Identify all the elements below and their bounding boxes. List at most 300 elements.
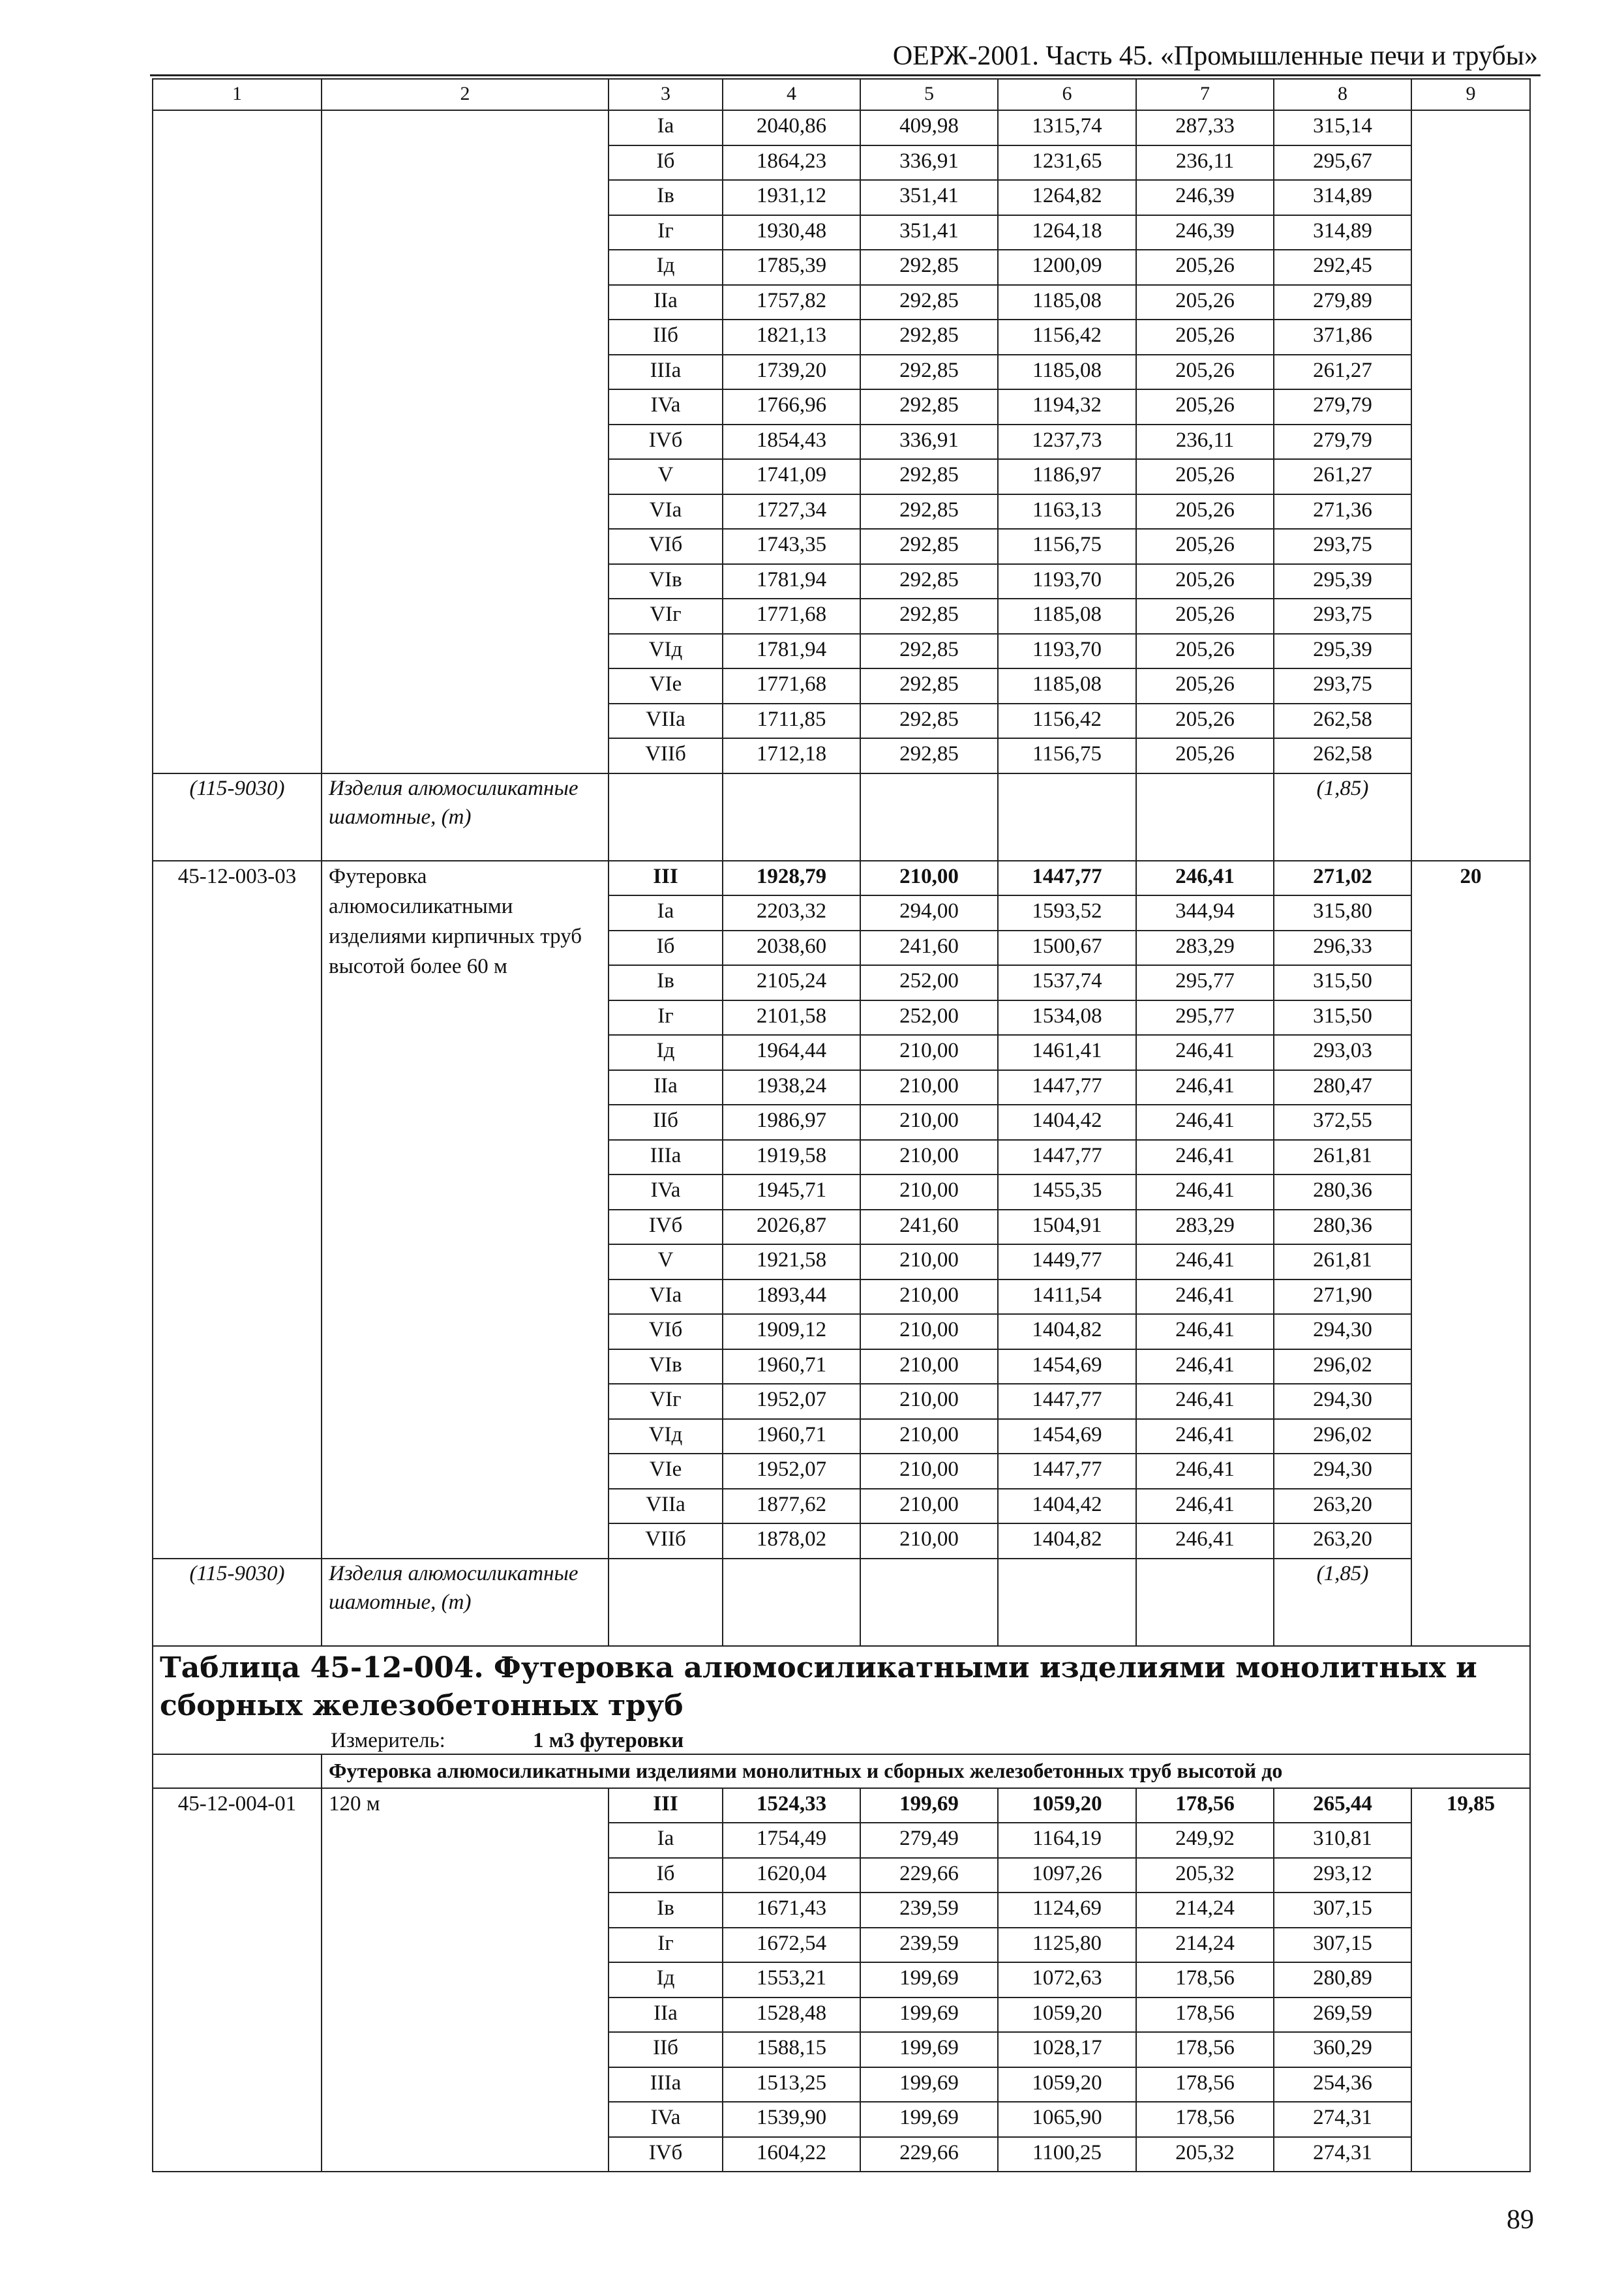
direct-cost: 1960,71 bbox=[723, 1349, 860, 1384]
column-number: 2 bbox=[322, 79, 609, 110]
machine-cost: 1097,26 bbox=[998, 1858, 1136, 1893]
labor-wage: 292,85 bbox=[860, 459, 998, 494]
direct-cost: 1964,44 bbox=[723, 1035, 860, 1070]
labor-wage: 210,00 bbox=[860, 1454, 998, 1489]
direct-cost: 1854,43 bbox=[723, 425, 860, 460]
labor-wage: 292,85 bbox=[860, 738, 998, 773]
machinist-wage: 205,26 bbox=[1136, 634, 1274, 669]
direct-cost: 1952,07 bbox=[723, 1384, 860, 1419]
materials-cost: 372,55 bbox=[1274, 1105, 1411, 1140]
empty-cell bbox=[998, 1559, 1136, 1646]
resource-row bbox=[153, 773, 1530, 861]
price-zone: VIe bbox=[609, 1454, 723, 1489]
empty-cell bbox=[609, 773, 723, 861]
materials-cost: 293,75 bbox=[1274, 529, 1411, 564]
machine-cost: 1156,75 bbox=[998, 738, 1136, 773]
column-number: 7 bbox=[1136, 79, 1274, 110]
price-zone: IIa bbox=[609, 1070, 723, 1105]
materials-cost: 280,47 bbox=[1274, 1070, 1411, 1105]
price-zone: IIб bbox=[609, 2032, 723, 2067]
machinist-wage: 205,26 bbox=[1136, 564, 1274, 599]
page-number: 89 bbox=[1507, 2205, 1534, 2235]
machine-cost: 1164,19 bbox=[998, 1823, 1136, 1858]
machinist-wage: 246,41 bbox=[1136, 1454, 1274, 1489]
price-zone: III bbox=[609, 861, 723, 896]
machine-cost: 1028,17 bbox=[998, 2032, 1136, 2067]
rates-table bbox=[152, 78, 1531, 2172]
subheading: Футеровка алюмосиликатными изделиями монолитных и сборных железобетонных труб высотой до bbox=[322, 1754, 1530, 1788]
machinist-wage: 178,56 bbox=[1136, 1997, 1274, 2033]
machine-cost: 1059,20 bbox=[998, 1997, 1136, 2033]
price-zone: VIд bbox=[609, 634, 723, 669]
materials-cost: 315,14 bbox=[1274, 110, 1411, 145]
price-zone: Iв bbox=[609, 1893, 723, 1928]
direct-cost: 1712,18 bbox=[723, 738, 860, 773]
labor-wage: 241,60 bbox=[860, 931, 998, 966]
price-zone: VIг bbox=[609, 599, 723, 634]
machine-cost: 1315,74 bbox=[998, 110, 1136, 145]
resource-qty: (1,85) bbox=[1274, 1559, 1411, 1646]
resource-code: (115-9030) bbox=[153, 1559, 322, 1646]
direct-cost: 1741,09 bbox=[723, 459, 860, 494]
labor-wage: 252,00 bbox=[860, 965, 998, 1000]
materials-cost: 293,75 bbox=[1274, 668, 1411, 704]
labor-wage: 199,69 bbox=[860, 1788, 998, 1823]
machinist-wage: 295,77 bbox=[1136, 965, 1274, 1000]
direct-cost: 1539,90 bbox=[723, 2102, 860, 2137]
section-header-row bbox=[153, 1646, 1530, 1754]
labor-wage: 409,98 bbox=[860, 110, 998, 145]
materials-cost: 296,33 bbox=[1274, 931, 1411, 966]
machinist-wage: 236,11 bbox=[1136, 145, 1274, 181]
labor-wage: 241,60 bbox=[860, 1210, 998, 1245]
labor-wage: 292,85 bbox=[860, 389, 998, 425]
direct-cost: 1878,02 bbox=[723, 1523, 860, 1559]
labor-wage: 292,85 bbox=[860, 320, 998, 355]
price-zone: Iб bbox=[609, 1858, 723, 1893]
direct-cost: 1938,24 bbox=[723, 1070, 860, 1105]
machinist-wage: 205,26 bbox=[1136, 668, 1274, 704]
machine-cost: 1447,77 bbox=[998, 1384, 1136, 1419]
labor-wage: 292,85 bbox=[860, 599, 998, 634]
labor-wage: 210,00 bbox=[860, 1035, 998, 1070]
labor-wage: 210,00 bbox=[860, 1140, 998, 1175]
direct-cost: 1757,82 bbox=[723, 285, 860, 320]
empty-cell bbox=[860, 773, 998, 861]
direct-cost: 1739,20 bbox=[723, 355, 860, 390]
machinist-wage: 246,41 bbox=[1136, 861, 1274, 896]
materials-cost: 315,50 bbox=[1274, 965, 1411, 1000]
labor-wage: 210,00 bbox=[860, 1244, 998, 1279]
rate-code: 45-12-003-03 bbox=[153, 861, 322, 1559]
machine-cost: 1447,77 bbox=[998, 1454, 1136, 1489]
machine-cost: 1065,90 bbox=[998, 2102, 1136, 2137]
materials-cost: 293,03 bbox=[1274, 1035, 1411, 1070]
price-zone: VIa bbox=[609, 1279, 723, 1315]
price-zone: IVб bbox=[609, 2137, 723, 2172]
materials-cost: 295,67 bbox=[1274, 145, 1411, 181]
labor-wage: 336,91 bbox=[860, 145, 998, 181]
machinist-wage: 205,26 bbox=[1136, 285, 1274, 320]
direct-cost: 2026,87 bbox=[723, 1210, 860, 1245]
direct-cost: 1620,04 bbox=[723, 1858, 860, 1893]
machinist-wage: 205,26 bbox=[1136, 494, 1274, 530]
direct-cost: 2203,32 bbox=[723, 895, 860, 931]
machinist-wage: 205,26 bbox=[1136, 459, 1274, 494]
materials-cost: 261,27 bbox=[1274, 355, 1411, 390]
materials-cost: 307,15 bbox=[1274, 1928, 1411, 1963]
section-cell bbox=[153, 1646, 1530, 1754]
labor-wage: 210,00 bbox=[860, 1279, 998, 1315]
header-rule bbox=[150, 74, 1541, 76]
labor-wage: 199,69 bbox=[860, 2032, 998, 2067]
materials-cost: 293,12 bbox=[1274, 1858, 1411, 1893]
direct-cost: 1553,21 bbox=[723, 1962, 860, 1997]
machinist-wage: 205,26 bbox=[1136, 529, 1274, 564]
machinist-wage: 205,26 bbox=[1136, 704, 1274, 739]
column-number: 1 bbox=[153, 79, 322, 110]
price-zone: IIб bbox=[609, 1105, 723, 1140]
materials-cost: 279,79 bbox=[1274, 425, 1411, 460]
materials-cost: 279,89 bbox=[1274, 285, 1411, 320]
direct-cost: 1928,79 bbox=[723, 861, 860, 896]
machine-cost: 1264,18 bbox=[998, 215, 1136, 250]
column-number: 8 bbox=[1274, 79, 1411, 110]
machinist-wage: 205,26 bbox=[1136, 355, 1274, 390]
labor-wage: 210,00 bbox=[860, 1070, 998, 1105]
materials-cost: 274,31 bbox=[1274, 2102, 1411, 2137]
labor-wage: 210,00 bbox=[860, 1174, 998, 1210]
rate-name bbox=[322, 110, 609, 773]
machinist-wage: 178,56 bbox=[1136, 1962, 1274, 1997]
price-zone: Iд bbox=[609, 1035, 723, 1070]
machine-cost: 1449,77 bbox=[998, 1244, 1136, 1279]
materials-cost: 261,81 bbox=[1274, 1244, 1411, 1279]
machinist-wage: 178,56 bbox=[1136, 2102, 1274, 2137]
direct-cost: 1771,68 bbox=[723, 599, 860, 634]
machine-cost: 1264,82 bbox=[998, 180, 1136, 215]
materials-cost: 280,36 bbox=[1274, 1174, 1411, 1210]
labor-wage: 239,59 bbox=[860, 1893, 998, 1928]
materials-cost: 294,30 bbox=[1274, 1454, 1411, 1489]
price-zone: Ia bbox=[609, 110, 723, 145]
machinist-wage: 246,41 bbox=[1136, 1419, 1274, 1454]
price-zone: IIa bbox=[609, 1997, 723, 2033]
machinist-wage: 205,26 bbox=[1136, 738, 1274, 773]
empty-cell bbox=[1136, 1559, 1274, 1646]
column-number: 6 bbox=[998, 79, 1136, 110]
direct-cost: 1754,49 bbox=[723, 1823, 860, 1858]
direct-cost: 1821,13 bbox=[723, 320, 860, 355]
machinist-wage: 205,26 bbox=[1136, 250, 1274, 285]
machine-cost: 1404,82 bbox=[998, 1314, 1136, 1349]
materials-cost: 269,59 bbox=[1274, 1997, 1411, 2033]
price-zone: Iг bbox=[609, 215, 723, 250]
direct-cost: 1921,58 bbox=[723, 1244, 860, 1279]
machine-cost: 1504,91 bbox=[998, 1210, 1136, 1245]
direct-cost: 2038,60 bbox=[723, 931, 860, 966]
labor-wage: 292,85 bbox=[860, 668, 998, 704]
column-number: 9 bbox=[1411, 79, 1530, 110]
price-zone: VIб bbox=[609, 1314, 723, 1349]
machinist-wage: 214,24 bbox=[1136, 1928, 1274, 1963]
direct-cost: 1771,68 bbox=[723, 668, 860, 704]
direct-cost: 2040,86 bbox=[723, 110, 860, 145]
direct-cost: 2105,24 bbox=[723, 965, 860, 1000]
table-row bbox=[153, 1788, 1530, 1823]
price-zone: Iб bbox=[609, 931, 723, 966]
materials-cost: 295,39 bbox=[1274, 564, 1411, 599]
labor-wage: 351,41 bbox=[860, 215, 998, 250]
price-zone: VIIб bbox=[609, 1523, 723, 1559]
machine-cost: 1059,20 bbox=[998, 1788, 1136, 1823]
labor-wage: 292,85 bbox=[860, 494, 998, 530]
empty-cell bbox=[860, 1559, 998, 1646]
machine-cost: 1193,70 bbox=[998, 564, 1136, 599]
resource-name: Изделия алюмосиликатные шамотные, (т) bbox=[322, 1559, 609, 1646]
price-zone: IIIa bbox=[609, 355, 723, 390]
direct-cost: 1893,44 bbox=[723, 1279, 860, 1315]
machine-cost: 1156,75 bbox=[998, 529, 1136, 564]
price-zone: Iб bbox=[609, 145, 723, 181]
machinist-wage: 246,41 bbox=[1136, 1384, 1274, 1419]
machinist-wage: 205,26 bbox=[1136, 320, 1274, 355]
materials-cost: 254,36 bbox=[1274, 2067, 1411, 2102]
labor-hours: 19,85 bbox=[1411, 1788, 1530, 2172]
direct-cost: 2101,58 bbox=[723, 1000, 860, 1036]
machine-cost: 1186,97 bbox=[998, 459, 1136, 494]
direct-cost: 1960,71 bbox=[723, 1419, 860, 1454]
materials-cost: 262,58 bbox=[1274, 738, 1411, 773]
machinist-wage: 246,41 bbox=[1136, 1523, 1274, 1559]
price-zone: Iг bbox=[609, 1928, 723, 1963]
machine-cost: 1059,20 bbox=[998, 2067, 1136, 2102]
machine-cost: 1100,25 bbox=[998, 2137, 1136, 2172]
labor-wage: 336,91 bbox=[860, 425, 998, 460]
labor-wage: 279,49 bbox=[860, 1823, 998, 1858]
price-zone: IVa bbox=[609, 389, 723, 425]
machinist-wage: 246,41 bbox=[1136, 1489, 1274, 1524]
machine-cost: 1237,73 bbox=[998, 425, 1136, 460]
price-zone: VIг bbox=[609, 1384, 723, 1419]
materials-cost: 271,36 bbox=[1274, 494, 1411, 530]
empty-cell bbox=[609, 1559, 723, 1646]
machinist-wage: 287,33 bbox=[1136, 110, 1274, 145]
machinist-wage: 214,24 bbox=[1136, 1893, 1274, 1928]
labor-wage: 292,85 bbox=[860, 285, 998, 320]
machine-cost: 1185,08 bbox=[998, 599, 1136, 634]
resource-name: Изделия алюмосиликатные шамотные, (т) bbox=[322, 773, 609, 861]
machinist-wage: 246,41 bbox=[1136, 1279, 1274, 1315]
labor-wage: 199,69 bbox=[860, 1997, 998, 2033]
materials-cost: 263,20 bbox=[1274, 1489, 1411, 1524]
price-zone: VIв bbox=[609, 1349, 723, 1384]
price-zone: VIIa bbox=[609, 704, 723, 739]
machinist-wage: 205,32 bbox=[1136, 2137, 1274, 2172]
materials-cost: 296,02 bbox=[1274, 1349, 1411, 1384]
machinist-wage: 249,92 bbox=[1136, 1823, 1274, 1858]
price-zone: Iд bbox=[609, 250, 723, 285]
resource-row bbox=[153, 1559, 1530, 1646]
materials-cost: 271,02 bbox=[1274, 861, 1411, 896]
labor-wage: 292,85 bbox=[860, 355, 998, 390]
machine-cost: 1534,08 bbox=[998, 1000, 1136, 1036]
direct-cost: 1588,15 bbox=[723, 2032, 860, 2067]
labor-wage: 210,00 bbox=[860, 861, 998, 896]
machinist-wage: 205,26 bbox=[1136, 389, 1274, 425]
materials-cost: 265,44 bbox=[1274, 1788, 1411, 1823]
section-title: Таблица 45-12-004. Футеровка алюмосиликатными изделиями монолитных и сборных железобетонных труб bbox=[160, 1651, 1477, 1722]
materials-cost: 261,81 bbox=[1274, 1140, 1411, 1175]
direct-cost: 1952,07 bbox=[723, 1454, 860, 1489]
machinist-wage: 246,41 bbox=[1136, 1349, 1274, 1384]
machine-cost: 1454,69 bbox=[998, 1349, 1136, 1384]
direct-cost: 1672,54 bbox=[723, 1928, 860, 1963]
direct-cost: 1986,97 bbox=[723, 1105, 860, 1140]
machine-cost: 1404,42 bbox=[998, 1489, 1136, 1524]
materials-cost: 262,58 bbox=[1274, 704, 1411, 739]
machine-cost: 1447,77 bbox=[998, 861, 1136, 896]
labor-wage: 229,66 bbox=[860, 2137, 998, 2172]
direct-cost: 1930,48 bbox=[723, 215, 860, 250]
materials-cost: 315,50 bbox=[1274, 1000, 1411, 1036]
price-zone: VIa bbox=[609, 494, 723, 530]
table-row bbox=[153, 110, 1530, 145]
machinist-wage: 283,29 bbox=[1136, 1210, 1274, 1245]
price-zone: IIIa bbox=[609, 2067, 723, 2102]
labor-wage: 210,00 bbox=[860, 1349, 998, 1384]
direct-cost: 1528,48 bbox=[723, 1997, 860, 2033]
machinist-wage: 246,41 bbox=[1136, 1070, 1274, 1105]
empty-cell bbox=[723, 773, 860, 861]
price-zone: VIIa bbox=[609, 1489, 723, 1524]
labor-wage: 229,66 bbox=[860, 1858, 998, 1893]
price-zone: IVб bbox=[609, 425, 723, 460]
machine-cost: 1185,08 bbox=[998, 668, 1136, 704]
direct-cost: 1781,94 bbox=[723, 634, 860, 669]
direct-cost: 1743,35 bbox=[723, 529, 860, 564]
rate-name: Футеровка алюмосиликатными изделиями кирпичных труб высотой более 60 м bbox=[322, 861, 609, 1559]
labor-hours: 20 bbox=[1411, 861, 1530, 1646]
machine-cost: 1163,13 bbox=[998, 494, 1136, 530]
meter-value: 1 м3 футеровки bbox=[533, 1728, 684, 1752]
machine-cost: 1185,08 bbox=[998, 285, 1136, 320]
labor-wage: 292,85 bbox=[860, 704, 998, 739]
direct-cost: 1864,23 bbox=[723, 145, 860, 181]
price-zone: IVa bbox=[609, 2102, 723, 2137]
materials-cost: 274,31 bbox=[1274, 2137, 1411, 2172]
machinist-wage: 246,41 bbox=[1136, 1105, 1274, 1140]
direct-cost: 1877,62 bbox=[723, 1489, 860, 1524]
machine-cost: 1231,65 bbox=[998, 145, 1136, 181]
column-numbers-row bbox=[153, 79, 1530, 110]
machinist-wage: 246,41 bbox=[1136, 1244, 1274, 1279]
machine-cost: 1447,77 bbox=[998, 1140, 1136, 1175]
machinist-wage: 246,39 bbox=[1136, 215, 1274, 250]
machinist-wage: 178,56 bbox=[1136, 2032, 1274, 2067]
machine-cost: 1404,42 bbox=[998, 1105, 1136, 1140]
machinist-wage: 246,41 bbox=[1136, 1314, 1274, 1349]
machinist-wage: 283,29 bbox=[1136, 931, 1274, 966]
direct-cost: 1945,71 bbox=[723, 1174, 860, 1210]
materials-cost: 293,75 bbox=[1274, 599, 1411, 634]
materials-cost: 310,81 bbox=[1274, 1823, 1411, 1858]
price-zone: VIд bbox=[609, 1419, 723, 1454]
labor-wage: 199,69 bbox=[860, 2067, 998, 2102]
table-row bbox=[153, 861, 1530, 896]
subheading-row bbox=[153, 1754, 1530, 1788]
materials-cost: 292,45 bbox=[1274, 250, 1411, 285]
materials-cost: 315,80 bbox=[1274, 895, 1411, 931]
direct-cost: 1909,12 bbox=[723, 1314, 860, 1349]
labor-wage: 252,00 bbox=[860, 1000, 998, 1036]
labor-wage: 210,00 bbox=[860, 1419, 998, 1454]
machine-cost: 1156,42 bbox=[998, 704, 1136, 739]
materials-cost: 280,89 bbox=[1274, 1962, 1411, 1997]
machinist-wage: 246,41 bbox=[1136, 1035, 1274, 1070]
machine-cost: 1072,63 bbox=[998, 1962, 1136, 1997]
materials-cost: 279,79 bbox=[1274, 389, 1411, 425]
labor-wage: 210,00 bbox=[860, 1105, 998, 1140]
machine-cost: 1455,35 bbox=[998, 1174, 1136, 1210]
price-zone: V bbox=[609, 1244, 723, 1279]
price-zone: IVa bbox=[609, 1174, 723, 1210]
materials-cost: 263,20 bbox=[1274, 1523, 1411, 1559]
running-title: ОЕРЖ-2001. Часть 45. «Промышленные печи и трубы» bbox=[892, 41, 1538, 71]
price-zone: Iв bbox=[609, 965, 723, 1000]
machine-cost: 1500,67 bbox=[998, 931, 1136, 966]
machinist-wage: 246,41 bbox=[1136, 1140, 1274, 1175]
labor-wage: 239,59 bbox=[860, 1928, 998, 1963]
machine-cost: 1411,54 bbox=[998, 1279, 1136, 1315]
price-zone: IIб bbox=[609, 320, 723, 355]
materials-cost: 294,30 bbox=[1274, 1384, 1411, 1419]
materials-cost: 371,86 bbox=[1274, 320, 1411, 355]
materials-cost: 280,36 bbox=[1274, 1210, 1411, 1245]
materials-cost: 307,15 bbox=[1274, 1893, 1411, 1928]
direct-cost: 1711,85 bbox=[723, 704, 860, 739]
labor-wage: 294,00 bbox=[860, 895, 998, 931]
labor-wage: 199,69 bbox=[860, 1962, 998, 1997]
rate-code: 45-12-004-01 bbox=[153, 1788, 322, 2172]
labor-hours bbox=[1411, 110, 1530, 861]
price-zone: V bbox=[609, 459, 723, 494]
materials-cost: 294,30 bbox=[1274, 1314, 1411, 1349]
labor-wage: 292,85 bbox=[860, 564, 998, 599]
direct-cost: 1919,58 bbox=[723, 1140, 860, 1175]
direct-cost: 1671,43 bbox=[723, 1893, 860, 1928]
price-zone: IIIa bbox=[609, 1140, 723, 1175]
machinist-wage: 178,56 bbox=[1136, 1788, 1274, 1823]
materials-cost: 314,89 bbox=[1274, 180, 1411, 215]
labor-wage: 292,85 bbox=[860, 250, 998, 285]
meter-label: Измеритель: bbox=[331, 1728, 445, 1752]
price-zone: VIб bbox=[609, 529, 723, 564]
machine-cost: 1156,42 bbox=[998, 320, 1136, 355]
machinist-wage: 205,32 bbox=[1136, 1858, 1274, 1893]
machine-cost: 1461,41 bbox=[998, 1035, 1136, 1070]
machinist-wage: 205,26 bbox=[1136, 599, 1274, 634]
column-number: 4 bbox=[723, 79, 860, 110]
rate-name: 120 м bbox=[322, 1788, 609, 2172]
price-zone: IIa bbox=[609, 285, 723, 320]
machine-cost: 1404,82 bbox=[998, 1523, 1136, 1559]
price-zone: Ia bbox=[609, 1823, 723, 1858]
price-zone: VIв bbox=[609, 564, 723, 599]
materials-cost: 296,02 bbox=[1274, 1419, 1411, 1454]
machine-cost: 1124,69 bbox=[998, 1893, 1136, 1928]
price-zone: Iв bbox=[609, 180, 723, 215]
